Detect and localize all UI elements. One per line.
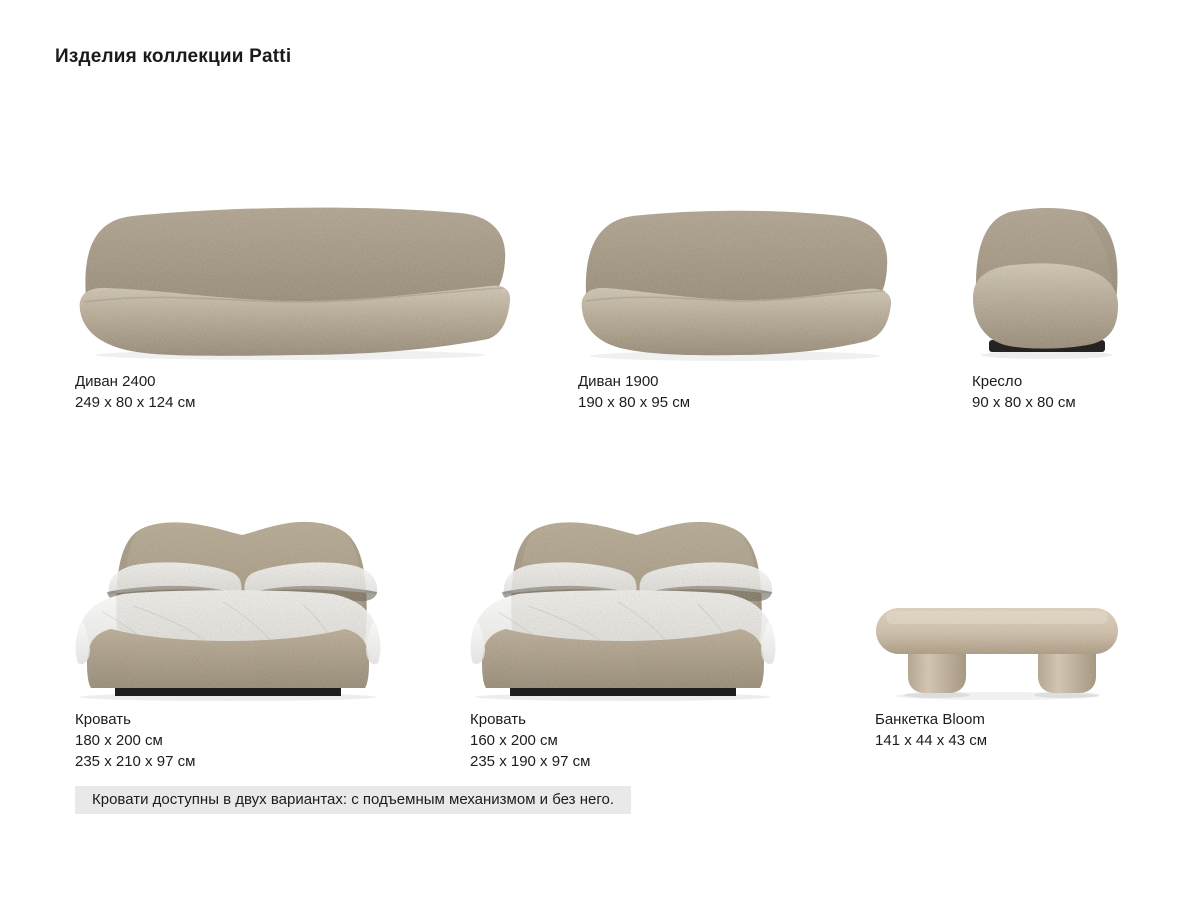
product-card-bench-bloom[interactable] xyxy=(872,602,1122,702)
product-dimensions: 180 x 200 см xyxy=(75,732,163,749)
product-name: Банкетка Bloom xyxy=(875,711,985,728)
note-text: Кровати доступны в двух вариантах: с подъемным механизмом и без него. xyxy=(92,791,614,808)
product-label-armchair xyxy=(972,371,1076,413)
product-dimensions: 160 x 200 см xyxy=(470,732,558,749)
bed-160-illustration xyxy=(458,512,788,702)
product-dimensions: 141 x 44 x 43 см xyxy=(875,732,988,749)
product-dimensions: 190 x 80 x 95 см xyxy=(578,394,691,411)
product-label-sofa-2400 xyxy=(75,371,195,413)
product-name: Кровать xyxy=(75,711,131,728)
product-card-armchair[interactable] xyxy=(967,202,1127,367)
bench-bloom-illustration xyxy=(872,602,1122,702)
product-card-bed-160[interactable] xyxy=(458,512,788,702)
product-card-bed-180[interactable] xyxy=(63,512,393,702)
armchair-illustration xyxy=(967,202,1127,367)
product-dimensions: 235 x 210 x 97 см xyxy=(75,753,196,770)
product-label-sofa-1900 xyxy=(578,371,690,413)
product-label-bed-160 xyxy=(470,709,590,772)
product-dimensions: 235 x 190 x 97 см xyxy=(470,753,591,770)
page-title: Изделия коллекции Patti xyxy=(55,46,292,67)
product-name: Диван 1900 xyxy=(578,373,659,390)
product-card-sofa-1900[interactable] xyxy=(577,205,897,365)
sofa-2400-illustration xyxy=(75,204,515,364)
product-card-sofa-2400[interactable] xyxy=(75,204,515,364)
beds-variants-note xyxy=(75,786,631,814)
bed-180-illustration xyxy=(63,512,393,702)
sofa-1900-illustration xyxy=(577,205,897,365)
product-dimensions: 249 x 80 x 124 см xyxy=(75,394,196,411)
product-name: Диван 2400 xyxy=(75,373,156,390)
product-label-bench-bloom xyxy=(875,709,987,751)
product-label-bed-180 xyxy=(75,709,195,772)
product-name: Кресло xyxy=(972,373,1023,390)
product-name: Кровать xyxy=(470,711,526,728)
product-dimensions: 90 x 80 x 80 см xyxy=(972,394,1076,411)
